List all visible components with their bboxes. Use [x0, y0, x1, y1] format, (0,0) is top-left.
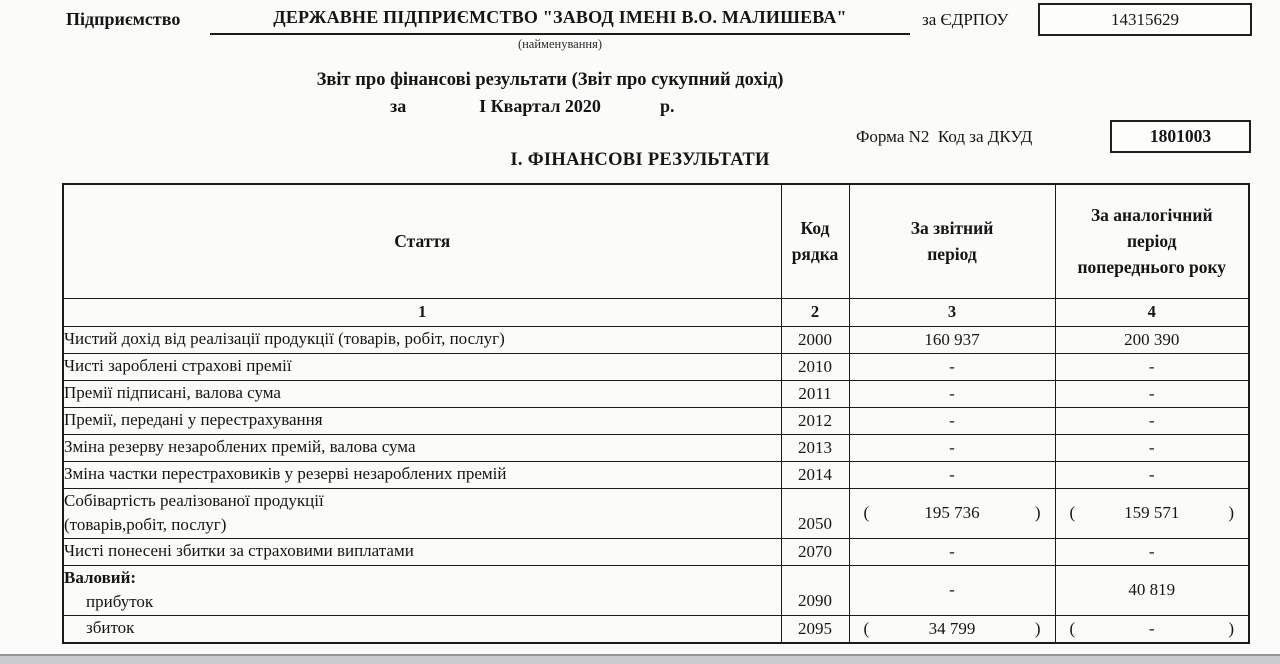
column-numbers-row: [63, 298, 1249, 326]
dkud-code-box: [1110, 120, 1251, 153]
table-row: [63, 538, 1249, 565]
enterprise-name: ДЕРЖАВНЕ ПІДПРИЄМСТВО "ЗАВОД ІМЕНІ В.О. МАЛИШЕВА": [210, 7, 910, 35]
table-row: [63, 461, 1249, 488]
table-row: [63, 380, 1249, 407]
row-code: 2070: [781, 538, 849, 565]
financial-results-table: [62, 183, 1250, 644]
row-label: Собівартість реалізованої продукції: [64, 490, 324, 510]
table-row: [63, 616, 1249, 643]
row-label: Чисті зароблені страхові премії: [64, 356, 292, 376]
value-text: 159 571: [1124, 503, 1180, 523]
row-value-previous: [1055, 434, 1249, 461]
value-text: -: [949, 383, 955, 403]
row-label: Чисті понесені збитки за страховими виплатами: [64, 541, 414, 561]
period-value: І Квартал 2020: [479, 96, 601, 116]
open-paren: (: [1069, 618, 1076, 638]
row-label: Валовий:: [64, 567, 137, 587]
row-code: 2012: [781, 407, 849, 434]
row-label: Премії підписані, валова сума: [64, 383, 281, 403]
row-value-reporting: [849, 461, 1055, 488]
row-value-reporting: [849, 380, 1055, 407]
value-text: -: [1148, 410, 1155, 430]
row-label-cell: [63, 353, 781, 380]
table-row: [63, 565, 1249, 615]
close-paren: ): [1034, 618, 1041, 638]
value-text: -: [1148, 464, 1155, 484]
row-label-line2: прибуток: [86, 592, 154, 612]
row-value-previous: [1055, 407, 1249, 434]
table-header-row: [63, 184, 1249, 298]
header-code-label: Код рядка: [791, 218, 839, 265]
column-number-1: 1: [63, 298, 781, 326]
value-text: -: [949, 356, 955, 376]
report-title: Звіт про фінансові результати (Звіт про сукупний дохід): [316, 70, 784, 90]
close-paren: ): [1228, 618, 1234, 638]
row-code: 2095: [781, 616, 849, 643]
row-value-previous: [1055, 353, 1249, 380]
period-suffix: р.: [660, 96, 675, 116]
period-prefix: за: [390, 96, 407, 116]
row-label-line2: (товарів,робіт, послуг): [64, 515, 227, 535]
section-title: І. ФІНАНСОВІ РЕЗУЛЬТАТИ: [510, 150, 770, 170]
row-value-reporting: [849, 538, 1055, 565]
column-number-3: 3: [849, 298, 1055, 326]
row-code: 2090: [781, 565, 849, 615]
enterprise-label: Підприємство: [66, 9, 181, 29]
header-article-label: Стаття: [394, 231, 451, 252]
row-code: 2013: [781, 434, 849, 461]
close-paren: ): [1034, 503, 1041, 523]
edrpou-code-box: [1038, 3, 1252, 36]
row-label: Премії, передані у перестрахування: [64, 410, 323, 430]
row-value-previous: [1055, 565, 1249, 615]
row-code: 2000: [781, 326, 849, 353]
value-text: -: [1148, 437, 1155, 457]
table-row: [63, 488, 1249, 538]
row-label-cell: [63, 380, 781, 407]
header-reporting-period: [849, 184, 1055, 298]
value-text: 195 736: [924, 503, 980, 523]
value-text: -: [949, 464, 955, 484]
row-code: 2014: [781, 461, 849, 488]
row-label: Зміна резерву незароблених премій, валова сума: [64, 437, 416, 457]
table-row: [63, 326, 1249, 353]
value-text: 160 937: [924, 329, 980, 349]
row-value-previous: [1055, 326, 1249, 353]
row-value-reporting: [849, 565, 1055, 615]
row-value-previous: [1055, 616, 1249, 643]
row-value-reporting: [849, 407, 1055, 434]
row-label-cell: [63, 407, 781, 434]
row-value-reporting: [849, 488, 1055, 538]
value-text: -: [1148, 383, 1155, 403]
enterprise-name-hint: (найменування): [517, 37, 603, 51]
row-value-reporting: [849, 353, 1055, 380]
row-label-cell: [63, 488, 781, 538]
table-row: [63, 353, 1249, 380]
row-code: 2010: [781, 353, 849, 380]
value-text: -: [949, 541, 955, 561]
value-text: -: [949, 410, 955, 430]
row-value-previous: [1055, 538, 1249, 565]
row-label-cell: [63, 565, 781, 615]
table-row: [63, 434, 1249, 461]
row-value-reporting: [849, 616, 1055, 643]
edrpou-label: за ЄДРПОУ: [922, 10, 1009, 29]
row-value-previous: [1055, 488, 1249, 538]
header-reporting-period-label: За звітний період: [910, 218, 994, 265]
header-article: [63, 184, 781, 298]
value-text: 40 819: [1128, 580, 1176, 600]
value-text: 34 799: [928, 618, 976, 638]
row-code: 2050: [781, 488, 849, 538]
value-text: -: [949, 580, 955, 600]
open-paren: (: [1069, 503, 1076, 523]
row-label-cell: [63, 434, 781, 461]
close-paren: ): [1228, 503, 1234, 523]
value-text: -: [1148, 356, 1155, 376]
row-label-cell: [63, 326, 781, 353]
form-dkud-label: Форма N2 Код за ДКУД: [856, 127, 1033, 146]
row-label: Зміна частки перестраховиків у резерві незароблених премій: [64, 464, 507, 484]
value-text: -: [1148, 541, 1155, 561]
edrpou-code-value: 14315629: [1111, 9, 1179, 29]
value-text: 200 390: [1124, 329, 1180, 349]
row-label: збиток: [86, 618, 135, 638]
row-label-cell: [63, 616, 781, 643]
column-number-4: 4: [1055, 298, 1249, 326]
row-value-previous: [1055, 380, 1249, 407]
dkud-code-value: 1801003: [1149, 126, 1212, 146]
value-text: -: [1148, 618, 1155, 638]
open-paren: (: [863, 503, 870, 523]
row-label-cell: [63, 538, 781, 565]
column-number-2: 2: [781, 298, 849, 326]
header-previous-period: [1055, 184, 1249, 298]
row-label: Чистий дохід від реалізації продукції (товарів, робіт, послуг): [64, 329, 505, 349]
scan-bottom-edge: [0, 654, 1280, 664]
open-paren: (: [863, 618, 870, 638]
row-value-previous: [1055, 461, 1249, 488]
table-row: [63, 407, 1249, 434]
header-previous-period-label: За аналогічний період попереднього року: [1077, 204, 1227, 278]
value-text: -: [949, 437, 955, 457]
row-value-reporting: [849, 326, 1055, 353]
row-label-cell: [63, 461, 781, 488]
row-value-reporting: [849, 434, 1055, 461]
row-code: 2011: [781, 380, 849, 407]
header-code: [781, 184, 849, 298]
